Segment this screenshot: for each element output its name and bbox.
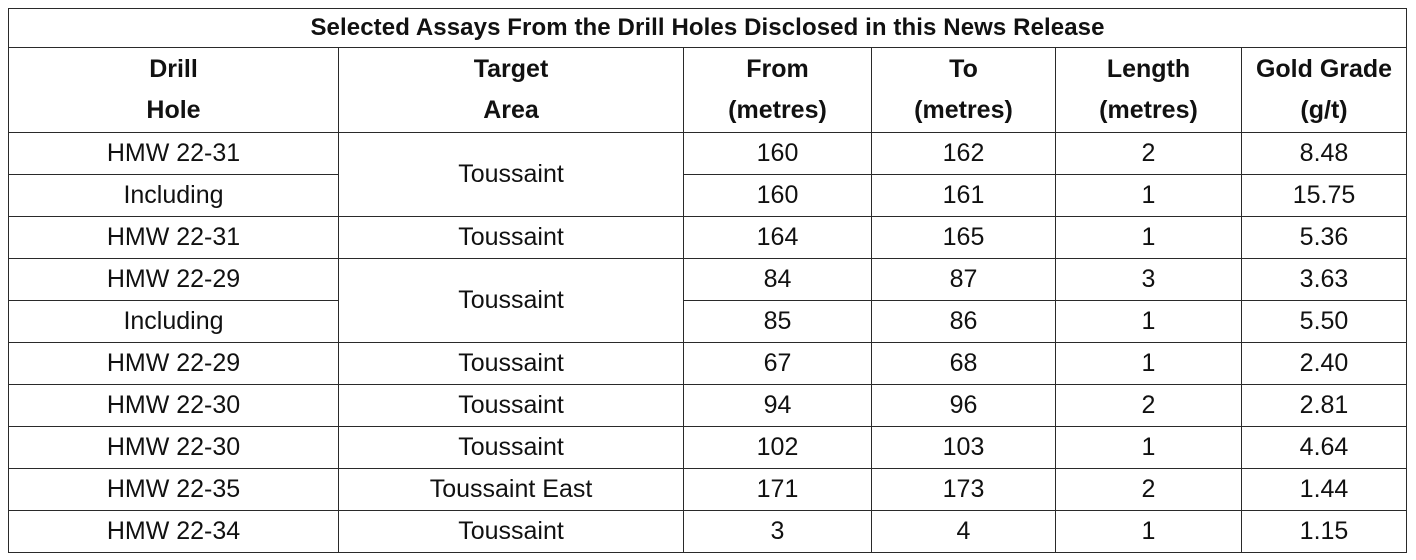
cell-gold-grade: 1.15: [1242, 511, 1407, 553]
cell-from: 102: [684, 427, 872, 469]
table-row: [9, 427, 1407, 469]
cell-to: 173: [872, 469, 1056, 511]
cell-from: 67: [684, 343, 872, 385]
cell-to: 96: [872, 385, 1056, 427]
header-length: [1056, 48, 1242, 133]
assay-table: [8, 8, 1407, 553]
header-to: [872, 48, 1056, 133]
cell-gold-grade: 5.36: [1242, 217, 1407, 259]
header-gold-grade: [1242, 48, 1407, 133]
cell-target-area: Toussaint: [339, 343, 684, 385]
header-to-line1: To: [949, 55, 978, 83]
cell-from: 164: [684, 217, 872, 259]
cell-to: 86: [872, 301, 1056, 343]
cell-gold-grade: 3.63: [1242, 259, 1407, 301]
cell-target-area: Toussaint: [339, 259, 684, 343]
header-length-line1: Length: [1106, 55, 1191, 83]
header-row: [9, 48, 1407, 133]
cell-drill-hole: HMW 22-34: [9, 511, 339, 553]
header-gold-grade-line1: Gold Grade: [1255, 55, 1393, 83]
table-row: [9, 385, 1407, 427]
cell-drill-hole: Including: [9, 175, 339, 217]
header-length-line2: (metres): [1099, 96, 1198, 124]
cell-from: 84: [684, 259, 872, 301]
cell-gold-grade: 2.81: [1242, 385, 1407, 427]
cell-from: 94: [684, 385, 872, 427]
header-target-area-line2: Area: [483, 96, 539, 124]
cell-drill-hole: HMW 22-29: [9, 259, 339, 301]
table-row: [9, 301, 1407, 343]
cell-length: 2: [1056, 469, 1242, 511]
cell-drill-hole: HMW 22-30: [9, 427, 339, 469]
cell-drill-hole: HMW 22-35: [9, 469, 339, 511]
cell-target-area: Toussaint: [339, 133, 684, 217]
cell-drill-hole: HMW 22-31: [9, 217, 339, 259]
cell-to: 87: [872, 259, 1056, 301]
cell-from: 160: [684, 175, 872, 217]
cell-length: 2: [1056, 133, 1242, 175]
header-target-area-line1: Target: [473, 55, 549, 83]
cell-drill-hole: HMW 22-30: [9, 385, 339, 427]
cell-to: 68: [872, 343, 1056, 385]
table-row: [9, 175, 1407, 217]
header-gold-grade-line2: (g/t): [1300, 96, 1348, 124]
table-body: [9, 133, 1407, 553]
header-to-line2: (metres): [914, 96, 1013, 124]
cell-target-area: Toussaint: [339, 511, 684, 553]
cell-from: 160: [684, 133, 872, 175]
table-row: [9, 259, 1407, 301]
table-title: Selected Assays From the Drill Holes Disclosed in this News Release: [9, 9, 1407, 48]
table-row: [9, 133, 1407, 175]
cell-to: 165: [872, 217, 1056, 259]
title-row: [9, 9, 1407, 48]
header-target-area: [339, 48, 684, 133]
cell-target-area: Toussaint: [339, 427, 684, 469]
cell-gold-grade: 1.44: [1242, 469, 1407, 511]
cell-to: 4: [872, 511, 1056, 553]
cell-from: 171: [684, 469, 872, 511]
cell-length: 1: [1056, 301, 1242, 343]
header-drill-hole-line1: Drill: [149, 55, 198, 83]
cell-length: 1: [1056, 217, 1242, 259]
header-drill-hole-line2: Hole: [146, 96, 201, 124]
cell-target-area: Toussaint: [339, 385, 684, 427]
table-row: [9, 511, 1407, 553]
cell-to: 103: [872, 427, 1056, 469]
cell-length: 1: [1056, 343, 1242, 385]
cell-gold-grade: 5.50: [1242, 301, 1407, 343]
cell-length: 1: [1056, 511, 1242, 553]
header-from: [684, 48, 872, 133]
cell-to: 162: [872, 133, 1056, 175]
cell-target-area: Toussaint East: [339, 469, 684, 511]
cell-gold-grade: 2.40: [1242, 343, 1407, 385]
cell-gold-grade: 8.48: [1242, 133, 1407, 175]
cell-target-area: Toussaint: [339, 217, 684, 259]
cell-from: 3: [684, 511, 872, 553]
cell-length: 1: [1056, 175, 1242, 217]
cell-from: 85: [684, 301, 872, 343]
cell-length: 1: [1056, 427, 1242, 469]
table-row: [9, 343, 1407, 385]
cell-drill-hole: Including: [9, 301, 339, 343]
table-row: [9, 469, 1407, 511]
cell-drill-hole: HMW 22-29: [9, 343, 339, 385]
cell-gold-grade: 4.64: [1242, 427, 1407, 469]
cell-gold-grade: 15.75: [1242, 175, 1407, 217]
table-row: [9, 217, 1407, 259]
cell-length: 2: [1056, 385, 1242, 427]
header-from-line2: (metres): [728, 96, 827, 124]
cell-drill-hole: HMW 22-31: [9, 133, 339, 175]
cell-to: 161: [872, 175, 1056, 217]
header-from-line1: From: [746, 55, 809, 83]
header-drill-hole: [9, 48, 339, 133]
cell-length: 3: [1056, 259, 1242, 301]
